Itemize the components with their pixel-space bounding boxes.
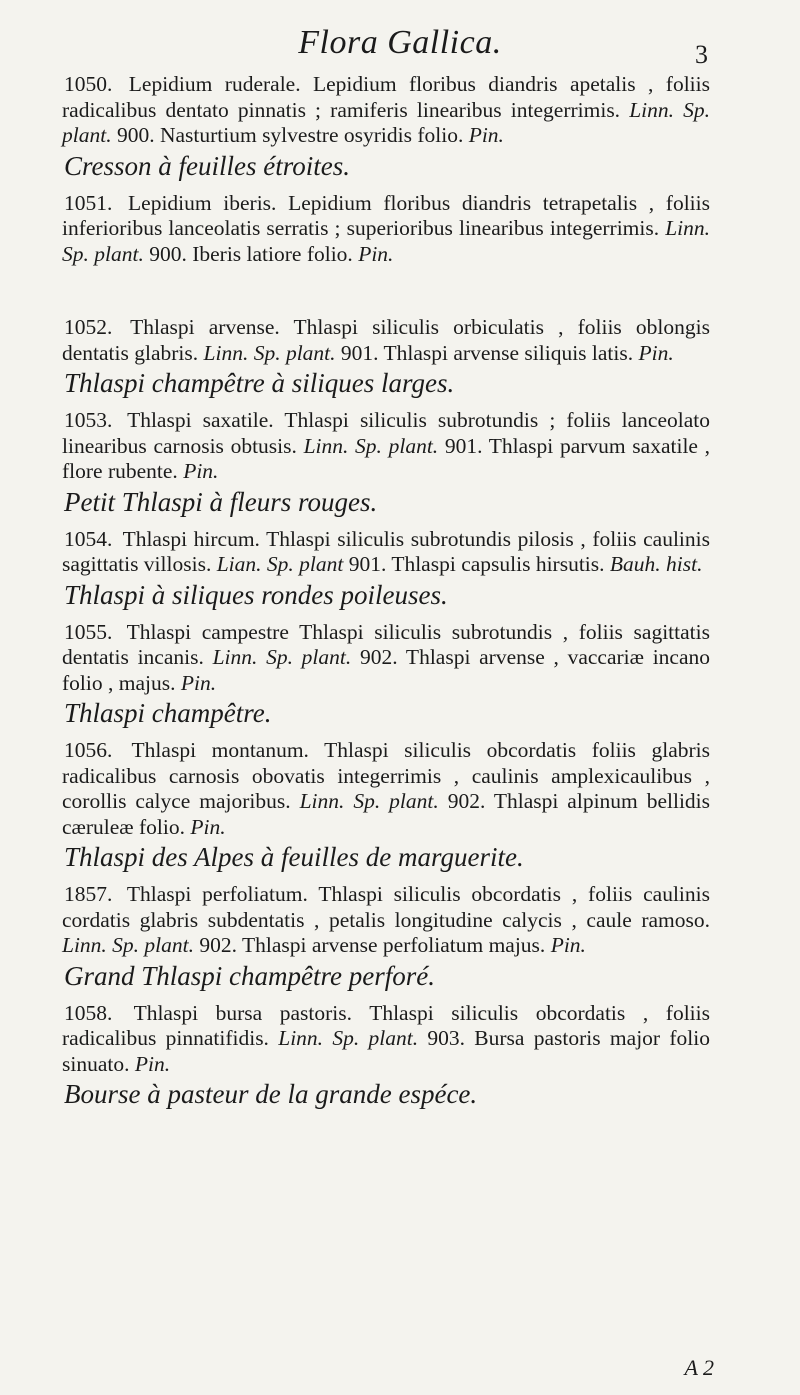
entry-description: Thlaspi saxatile. Thlaspi siliculis subrotundis ; foliis lanceolato linearibus carnosis obtusis.: [62, 408, 710, 458]
entry-text: [62, 191, 710, 268]
entry-synonym: 901. Thlaspi capsulis hirsutis.: [348, 552, 605, 576]
entry-reference: Linn. Sp. plant.: [62, 97, 710, 147]
entry-1051: [62, 191, 710, 316]
entry-number: 1055.: [64, 619, 113, 644]
entry-number: 1056.: [64, 738, 113, 762]
entry-text: [62, 620, 710, 697]
entry-source: Pin.: [134, 1051, 171, 1076]
entry-synonym: 903. Bursa pastoris major folio sinuato.: [62, 1026, 710, 1076]
entry-description: Thlaspi montanum. Thlaspi siliculis obcordatis foliis glabris radicalibus carnosis obovatis integerrimis , caulinis amplexicaulibus , corollis calyce majoribus.: [62, 738, 710, 813]
entry-text: [62, 408, 710, 485]
running-title: Flora Gallica.: [298, 24, 502, 61]
french-name: Thlaspi à siliques rondes poileuses.: [64, 579, 448, 610]
entry-1058: [62, 1001, 710, 1112]
entry-description: Thlaspi perfoliatum. Thlaspi siliculis obcordatis , foliis caulinis cordatis glabris subdentatis , petalis longitudine calycis , caule ramoso.: [62, 882, 710, 932]
entry-source: Pin.: [180, 670, 217, 695]
entry-reference: Lian. Sp. plant: [216, 552, 344, 576]
entry-1857: [62, 882, 710, 993]
entry-description: Thlaspi campestre Thlaspi siliculis subrotundis , foliis sagittatis dentatis incanis.: [62, 619, 710, 669]
entry-source: Pin.: [468, 123, 504, 147]
signature-mark: A 2: [684, 1355, 714, 1380]
entry-1056: [62, 738, 710, 874]
entry-synonym: 900. Nasturtium sylvestre osyridis folio.: [116, 123, 464, 147]
entry-text: [62, 738, 710, 840]
entry-text: [62, 1001, 710, 1078]
entry-text: [62, 527, 710, 578]
entry-synonym: 902. Thlaspi alpinum bellidis cæruleæ folio.: [62, 789, 711, 839]
entry-number: 1050.: [64, 72, 113, 96]
french-name: Bourse à pasteur de la grande espéce.: [64, 1079, 478, 1109]
entry-1054: [62, 527, 710, 612]
entry-description: Lepidium iberis. Lepidium floribus diandris tetrapetalis , foliis inferioribus lanceolatis serratis ; superioribus linearibus integerrimis.: [62, 190, 710, 240]
entry-synonym: 901. Thlaspi arvense siliquis latis.: [340, 340, 634, 365]
entry-reference: Linn. Sp. plant.: [203, 340, 336, 365]
entry-1050: [62, 72, 710, 183]
entry-synonym: 902. Thlaspi arvense perfoliatum majus.: [199, 933, 546, 957]
entry-synonym: 902. Thlaspi arvense , vaccariæ incano folio , majus.: [62, 645, 710, 695]
entry-text: [62, 72, 710, 149]
entry-reference: Linn. Sp. plant.: [62, 216, 710, 266]
french-name: Thlaspi des Alpes à feuilles de marguerite.: [64, 842, 524, 872]
entry-source: Pin.: [183, 459, 219, 483]
entry-reference: Linn. Sp. plant.: [212, 645, 352, 669]
entry-reference: Linn. Sp. plant.: [278, 1026, 419, 1050]
entry-1053: [62, 408, 710, 519]
french-name: Cresson à feuilles étroites.: [64, 150, 350, 181]
entry-number: 1053.: [64, 408, 113, 432]
entry-1052: [62, 315, 710, 400]
entry-synonym: 900. Iberis latiore folio.: [149, 241, 353, 266]
entry-source: Pin.: [550, 933, 586, 957]
entry-1055: [62, 620, 710, 731]
entry-source: Pin.: [638, 340, 674, 365]
french-name: Grand Thlaspi champêtre perforé.: [64, 960, 435, 991]
entry-number: 1051.: [64, 190, 113, 215]
entry-number: 1058.: [64, 1000, 113, 1025]
french-name: Thlaspi champêtre.: [64, 698, 272, 728]
entry-text: [62, 882, 710, 959]
entry-description: Thlaspi bursa pastoris. Thlaspi siliculis obcordatis , foliis radicalibus pinnatifidis.: [62, 1000, 710, 1050]
entry-source: Pin.: [190, 814, 226, 839]
blank-space: [62, 267, 710, 315]
french-name: Petit Thlaspi à fleurs rouges.: [64, 486, 378, 517]
entry-description: Thlaspi hircum. Thlaspi siliculis subrotundis pilosis , foliis caulinis sagittatis villosis.: [62, 526, 710, 576]
entry-reference: Linn. Sp. plant.: [62, 933, 195, 957]
entry-source: Pin.: [358, 241, 394, 266]
entry-description: Lepidium ruderale. Lepidium floribus diandris apetalis , foliis radicalibus dentato pinnatis ; ramiferis linearibus integerrimis.: [62, 72, 710, 122]
entry-reference: Linn. Sp. plant.: [299, 789, 439, 813]
entry-number: 1052.: [64, 315, 113, 339]
entry-synonym: 901. Thlaspi parvum saxatile , flore rubente.: [62, 433, 711, 483]
entry-reference: Linn. Sp. plant.: [303, 433, 439, 458]
french-name: Thlaspi champêtre à siliques larges.: [64, 368, 455, 398]
entry-text: [62, 315, 710, 366]
page-number: 3: [695, 40, 708, 69]
entry-number: 1054.: [64, 526, 113, 551]
text-column: [62, 72, 710, 1119]
entry-source: Bauh. hist.: [609, 552, 703, 576]
entry-description: Thlaspi arvense. Thlaspi siliculis orbiculatis , foliis oblongis dentatis glabris.: [62, 315, 710, 365]
entry-number: 1857.: [64, 882, 113, 906]
